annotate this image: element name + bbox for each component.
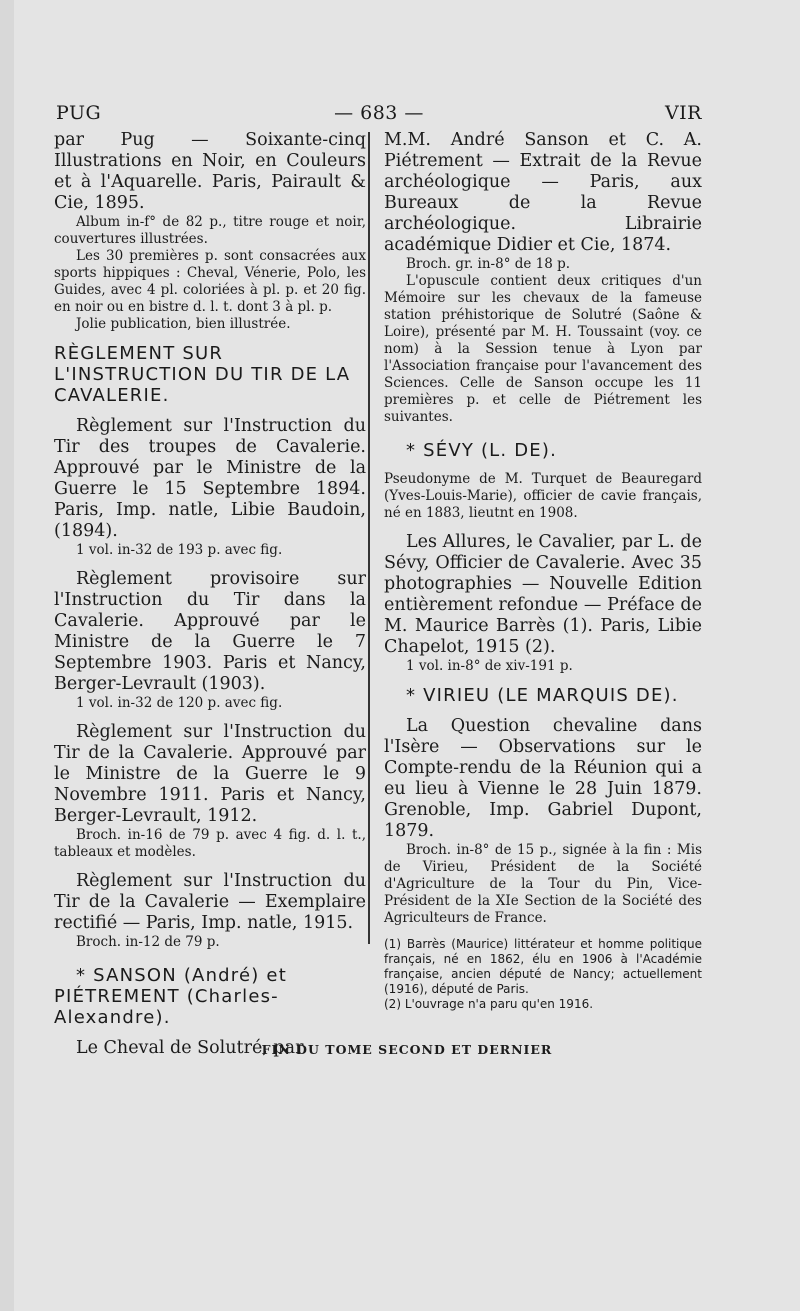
- heading-reglement: RÈGLEMENT SUR L'INSTRUCTION DU TIR DE LA CAVALERIE.: [54, 343, 351, 406]
- entry-sanson-continued: M.M. André Sanson et C. A. Piétrement — Extrait de la Revue archéologique — Paris, aux Bureaux de la Revue archéologique. Librairie académique Didier et Cie, 1874.: [384, 130, 702, 255]
- entry-pug-note-1: Album in-f° de 82 p., titre rouge et noir, couvertures illustrées.: [54, 214, 366, 247]
- entry-sevy-main: Les Allures, le Cavalier, par L. de Sévy, Officier de Cavalerie. Avec 35 photographies — Nouvelle Edition entièrement refondue — Préface de M. Maurice Barrès (1). Paris, Libie Chapelot, 1915 (2).: [384, 532, 702, 657]
- heading-sevy: * SÉVY (L. DE).: [406, 440, 558, 461]
- book-page: [14, 0, 800, 1311]
- entry-sanson-note-2: L'opuscule contient deux critiques d'un Mémoire sur les chevaux de la fameuse station préhistorique de Solutré (Saône & Loire), présenté par M. H. Toussaint (voy. ce nom) à la Session tenue à Lyon par l'Association française pour l'avancement des Sciences. Celle de Sanson occupe les 11 premières p. et celle de Piétrement les suivantes.: [384, 273, 702, 425]
- heading-sanson: * SANSON (André) et PIÉTREMENT (Charles-Alexandre).: [54, 965, 287, 1028]
- header-right: VIR: [664, 102, 702, 124]
- entry-reglement-1915-note: Broch. in-12 de 79 p.: [76, 934, 220, 950]
- footnote-1: (1) Barrès (Maurice) littérateur et homme politique français, né en 1862, élu en 1906 à l'Académie française, ancien député de Nancy; actuellement (1916), député de Paris.: [384, 937, 702, 996]
- entry-reglement-1912: Règlement sur l'Instruction du Tir de la Cavalerie. Approuvé par le Ministre de la Guerre le 9 Novembre 1911. Paris et Nancy, Berger-Levrault, 1912.: [54, 722, 366, 826]
- entry-reglement-1903: Règlement provisoire sur l'Instruction du Tir dans la Cavalerie. Approuvé par le Ministre de la Guerre le 7 Septembre 1903. Paris et Nancy, Berger-Levrault (1903).: [54, 569, 366, 694]
- entry-reglement-1894: Règlement sur l'Instruction du Tir des troupes de Cavalerie. Approuvé par le Ministre de la Guerre le 15 Septembre 1894. Paris, Imp. natle, Libie Baudoin, (1894).: [54, 416, 366, 541]
- footnotes: [384, 937, 702, 1012]
- entry-sevy-note-2: 1 vol. in-8° de xiv-191 p.: [406, 658, 573, 674]
- entry-pug-note-3: Jolie publication, bien illustrée.: [76, 316, 291, 332]
- entry-virieu-note: Broch. in-8° de 15 p., signée à la fin : Mis de Virieu, Président de la Société d'Agriculture de la Tour du Pin, Vice-Président de la XIe Section de la Société des Agriculteurs de France.: [384, 842, 702, 926]
- entry-reglement-1894-note: 1 vol. in-32 de 193 p. avec fig.: [76, 542, 283, 558]
- right-column: [384, 130, 702, 1012]
- entry-pug-main: par Pug — Soixante-cinq Illustrations en Noir, en Couleurs et à l'Aquarelle. Paris, Pairault & Cie, 1895.: [54, 130, 366, 213]
- heading-virieu: * VIRIEU (LE MARQUIS DE).: [406, 685, 679, 706]
- entry-sanson-note-1: Broch. gr. in-8° de 18 p.: [406, 256, 571, 272]
- colophon: FIN DU TOME SECOND ET DERNIER: [261, 1042, 553, 1057]
- page-number: — 683 —: [334, 102, 424, 124]
- left-column: [54, 130, 366, 1059]
- entry-sanson-start: Le Cheval de Solutré, par: [76, 1038, 304, 1058]
- entry-reglement-1912-note: Broch. in-16 de 79 p. avec 4 fig. d. l. t., tableaux et modèles.: [54, 827, 366, 860]
- entry-reglement-1915: Règlement sur l'Instruction du Tir de la Cavalerie — Exemplaire rectifié — Paris, Imp. natle, 1915.: [54, 871, 366, 933]
- entry-virieu-main: La Question chevaline dans l'Isère — Observations sur le Compte-rendu de la Réunion qui a eu lieu à Vienne le 28 Juin 1879. Grenoble, Imp. Gabriel Dupont, 1879.: [384, 716, 702, 841]
- entry-sevy-note: Pseudonyme de M. Turquet de Beauregard (Yves-Louis-Marie), officier de cavie français, né en 1883, lieutnt en 1908.: [384, 471, 702, 521]
- column-rule: [368, 132, 370, 944]
- entry-reglement-1903-note: 1 vol. in-32 de 120 p. avec fig.: [76, 695, 283, 711]
- header-left: PUG: [56, 102, 102, 124]
- running-header: [56, 102, 702, 128]
- footnote-2: (2) L'ouvrage n'a paru qu'en 1916.: [384, 997, 594, 1011]
- entry-pug-note-2: Les 30 premières p. sont consacrées aux sports hippiques : Cheval, Vénerie, Polo, les Guides, avec 4 pl. coloriées à pl. p. et 20 fig. en noir ou en bistre d. l. t. dont 3 à pl. p.: [54, 248, 366, 315]
